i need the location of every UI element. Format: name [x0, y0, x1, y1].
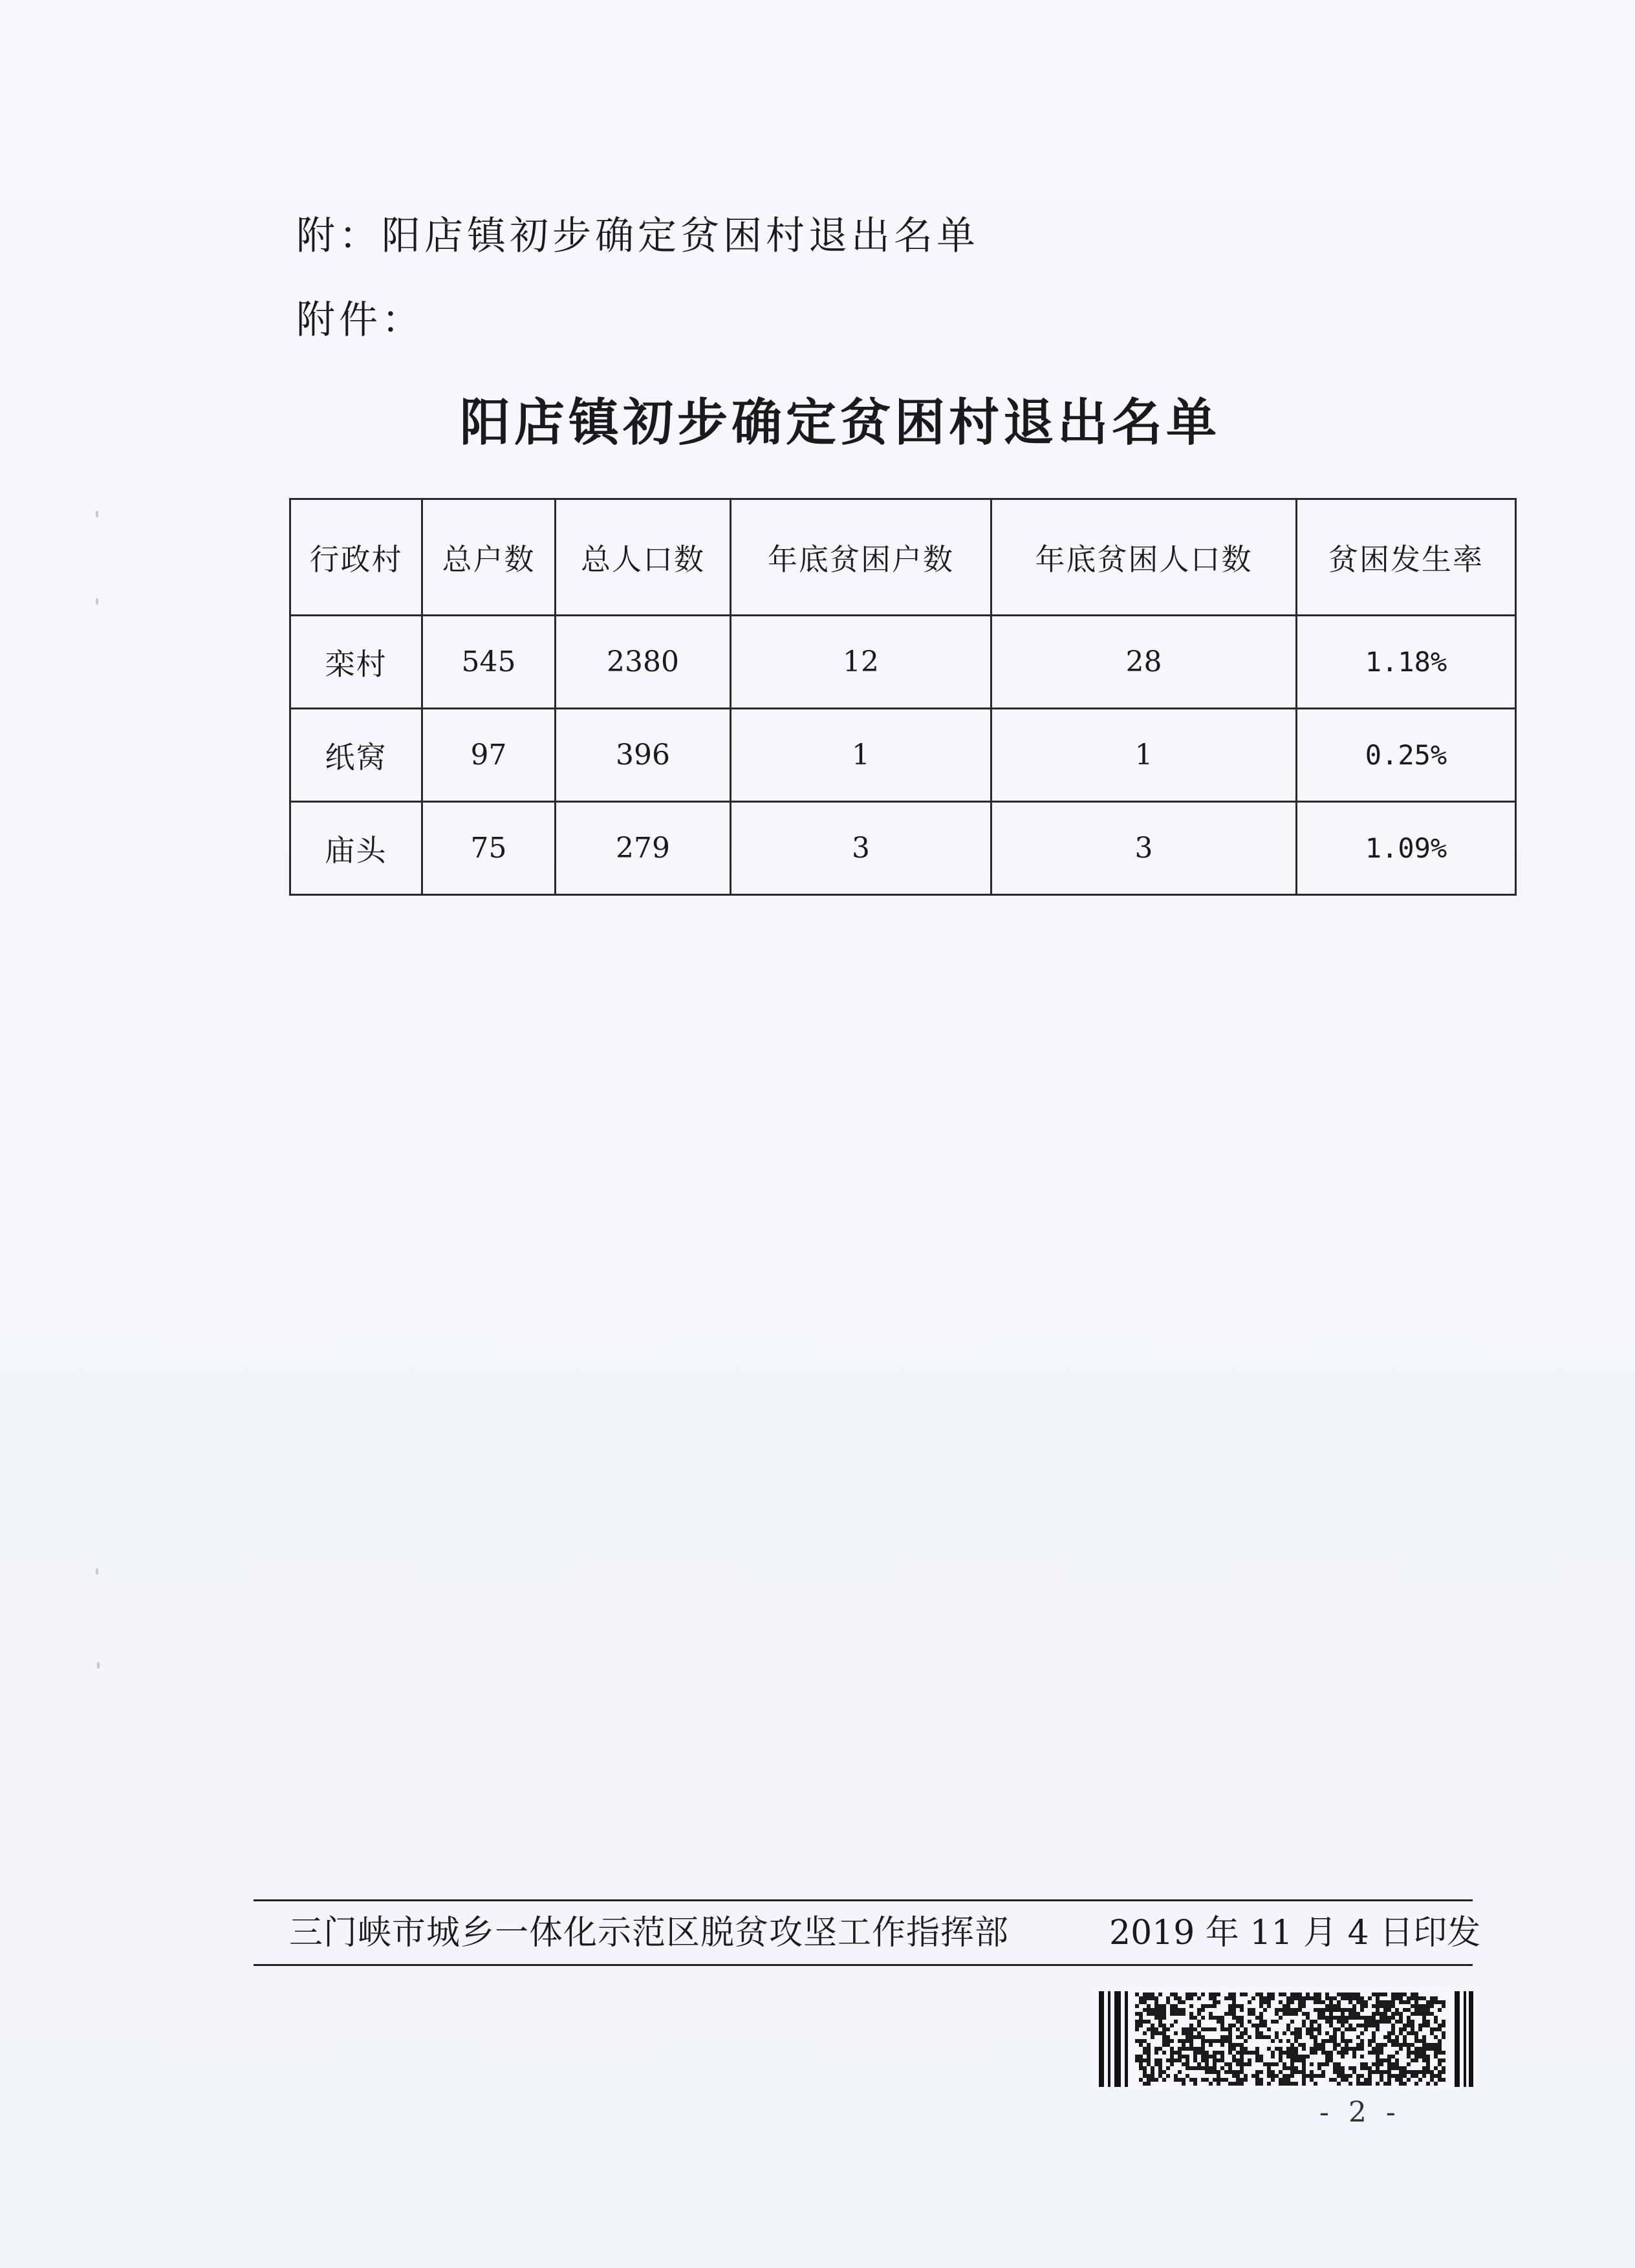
attachment-note: 附：阳店镇初步确定贫困村退出名单 — [296, 213, 979, 259]
table-row — [290, 616, 1516, 709]
scan-edge-mark — [96, 1568, 98, 1575]
scan-edge-mark — [97, 1662, 100, 1669]
cell-poverty-rate: 0.25% — [1297, 709, 1516, 802]
issuing-authority: 三门峡市城乡一体化示范区脱贫攻坚工作指挥部 — [289, 1914, 1010, 1952]
table-row — [290, 802, 1516, 895]
page-number: - 2 - — [1319, 2096, 1401, 2129]
scan-edge-mark — [96, 511, 98, 517]
cell-total-population: 279 — [556, 802, 731, 895]
cell-total-population: 2380 — [556, 616, 731, 709]
header-poor-households: 年底贫困户数 — [731, 499, 991, 616]
header-poverty-rate: 贫困发生率 — [1297, 499, 1516, 616]
table-header-row — [290, 499, 1516, 616]
cell-poverty-rate: 1.09% — [1297, 802, 1516, 895]
header-total-population: 总人口数 — [556, 499, 731, 616]
cell-total-households: 75 — [422, 802, 556, 895]
cell-poor-households: 1 — [731, 709, 991, 802]
cell-poor-population: 3 — [991, 802, 1297, 895]
document-title: 阳店镇初步确定贫困村退出名单 — [459, 394, 1220, 452]
cell-total-population: 396 — [556, 709, 731, 802]
cell-village: 庙头 — [290, 802, 422, 895]
issue-date: 2019 年 11 月 4 日印发 — [1109, 1914, 1481, 1952]
cell-total-households: 545 — [422, 616, 556, 709]
footer-bottom-rule — [254, 1964, 1473, 1966]
cell-poverty-rate: 1.18% — [1297, 616, 1516, 709]
table-row — [290, 709, 1516, 802]
cell-poor-population: 28 — [991, 616, 1297, 709]
cell-poor-households: 3 — [731, 802, 991, 895]
poverty-exit-table — [289, 498, 1517, 896]
footer-top-rule — [254, 1899, 1473, 1901]
header-village: 行政村 — [290, 499, 422, 616]
scan-edge-mark — [96, 598, 98, 605]
header-total-households: 总户数 — [422, 499, 556, 616]
cell-village: 栾村 — [290, 616, 422, 709]
cell-village: 纸窝 — [290, 709, 422, 802]
cell-poor-households: 12 — [731, 616, 991, 709]
cell-total-households: 97 — [422, 709, 556, 802]
barcode-image — [1095, 1989, 1477, 2090]
header-poor-population: 年底贫困人口数 — [991, 499, 1297, 616]
attachment-label: 附件： — [296, 297, 424, 343]
cell-poor-population: 1 — [991, 709, 1297, 802]
